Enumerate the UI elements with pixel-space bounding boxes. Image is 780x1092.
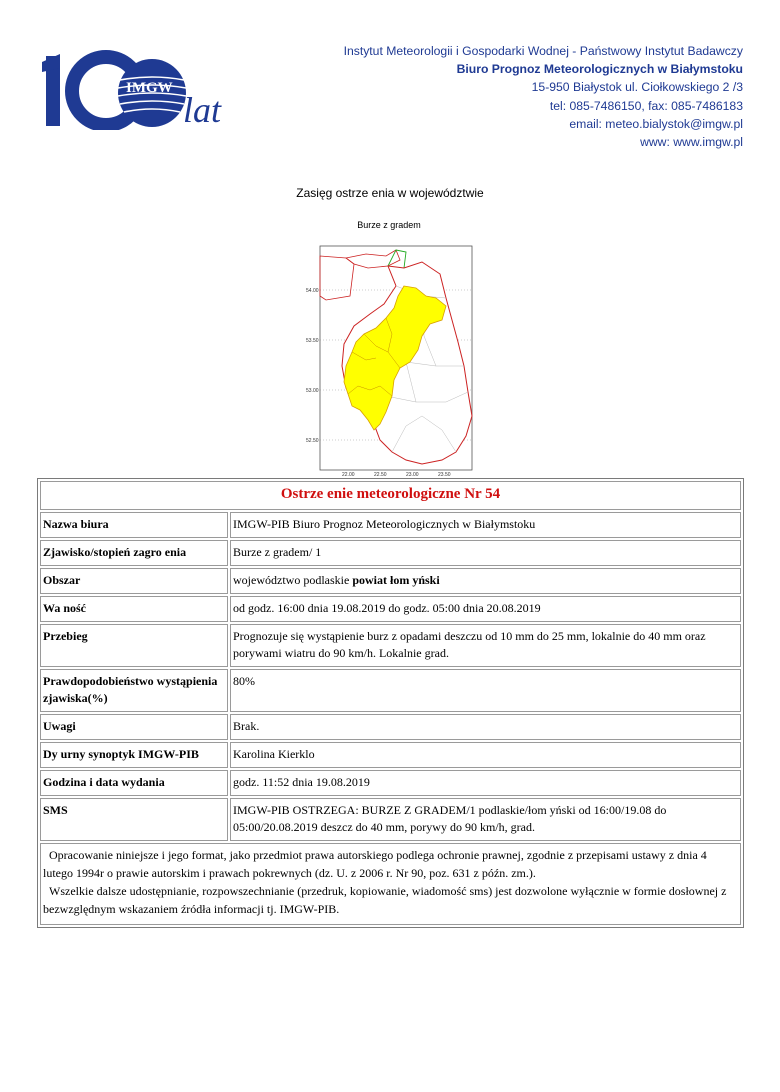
- warning-map: [296, 216, 482, 478]
- row-value-validity: od godz. 16:00 dnia 19.08.2019 do godz. 05:00 dnia 20.08.2019: [230, 596, 741, 622]
- row-value-phenomenon: Burze z gradem/ 1: [230, 540, 741, 566]
- row-label-issued: Godzina i data wydania: [40, 770, 228, 796]
- table-row: [40, 770, 741, 796]
- table-row: [40, 568, 741, 594]
- row-value-forecaster: Karolina Kierklo: [230, 742, 741, 768]
- map-lon-label: 23.00: [406, 472, 419, 478]
- area-region: województwo podlaskie: [233, 573, 350, 587]
- table-row: [40, 596, 741, 622]
- table-row: [40, 843, 741, 925]
- office-www[interactable]: www: www.imgw.pl: [640, 135, 743, 150]
- logo-suffix-text: lat: [183, 90, 222, 130]
- row-value-area: [230, 568, 741, 594]
- office-address: 15-950 Białystok ul. Ciołkowskiego 2 /3: [531, 80, 743, 95]
- map-lon-label: 22.00: [342, 472, 355, 478]
- copyright-line-1: Opracowanie niniejsze i jego format, jako przedmiot prawa autorskiego podlega ochronie prawnej, zgodnie z przepisami ustawy z dnia 4 lutego 1994r o prawie autorskim i prawach pokrewnych (dz. U. z 2006 r. Nr 90, poz. 631 z późn. zm.).: [43, 848, 710, 880]
- institute-name: Instytut Meteorologii i Gospodarki Wodnej - Państwowy Instytut Badawczy: [343, 44, 743, 58]
- table-row: [40, 624, 741, 667]
- office-name: Biuro Prognoz Meteorologicznych w Białymstoku: [456, 62, 743, 77]
- copyright-notice: [40, 843, 741, 925]
- map-lon-label: 22.50: [374, 472, 387, 478]
- row-label-forecaster: Dy urny synoptyk IMGW-PIB: [40, 742, 228, 768]
- map-lat-label: 53.50: [306, 338, 319, 344]
- table-row: [40, 798, 741, 841]
- map-lon-label: 23.50: [438, 472, 451, 478]
- row-value-probability: 80%: [230, 669, 741, 712]
- warning-table: [37, 478, 744, 928]
- map-caption: Zasięg ostrze enia w województwie: [296, 186, 484, 200]
- row-label-probability: Prawdopodobieństwo wystąpienia zjawiska(%): [40, 669, 228, 712]
- row-label-area: Obszar: [40, 568, 228, 594]
- table-row: [40, 540, 741, 566]
- row-value-issued: godz. 11:52 dnia 19.08.2019: [230, 770, 741, 796]
- logo-brand-text: IMGW: [126, 80, 173, 96]
- row-label-phenomenon: Zjawisko/stopień zagro enia: [40, 540, 228, 566]
- row-value-office: IMGW-PIB Biuro Prognoz Meteorologicznych w Białymstoku: [230, 512, 741, 538]
- map-lat-label: 54.00: [306, 288, 319, 294]
- map-lat-label: 53.00: [306, 388, 319, 394]
- office-phones: tel: 085-7486150, fax: 085-7486183: [549, 98, 743, 113]
- area-county: powiat łom yński: [352, 573, 440, 587]
- row-label-sms: SMS: [40, 798, 228, 841]
- institute-contact-block: [344, 42, 743, 151]
- map-graphic: [296, 216, 482, 478]
- map-lat-labels: [306, 288, 319, 444]
- map-title: Burze z gradem: [357, 220, 421, 230]
- table-row: [40, 512, 741, 538]
- row-value-course: Prognozuje się wystąpienie burz z opadami deszczu od 10 mm do 25 mm, lokalnie do 40 mm oraz porywami wiatru do 90 km/h. Lokalnie grad.: [230, 624, 741, 667]
- office-email[interactable]: email: meteo.bialystok@imgw.pl: [569, 116, 743, 131]
- imgw-100-years-logo: [40, 48, 240, 130]
- row-label-office: Nazwa biura: [40, 512, 228, 538]
- row-value-sms: IMGW-PIB OSTRZEGA: BURZE Z GRADEM/1 podlaskie/łom yński od 16:00/19.08 do 05:00/20.08.2019 deszcz do 40 mm, porywy do 90 km/h, grad.: [230, 798, 741, 841]
- copyright-line-2: Wszelkie dalsze udostępnianie, rozpowszechnianie (przedruk, kopiowanie, wiadomość sms) jest dozwolone wyłącznie w formie dosłownej z bezwzględnym wskazaniem źródła informacji tj. IMGW-PIB.: [43, 884, 730, 916]
- row-value-remarks: Brak.: [230, 714, 741, 740]
- table-row: [40, 669, 741, 712]
- row-label-course: Przebieg: [40, 624, 228, 667]
- warning-title: Ostrze enie meteorologiczne Nr 54: [40, 481, 741, 510]
- table-row: [40, 742, 741, 768]
- row-label-remarks: Uwagi: [40, 714, 228, 740]
- table-row: [40, 714, 741, 740]
- map-lat-label: 52.50: [306, 438, 319, 444]
- row-label-validity: Wa ność: [40, 596, 228, 622]
